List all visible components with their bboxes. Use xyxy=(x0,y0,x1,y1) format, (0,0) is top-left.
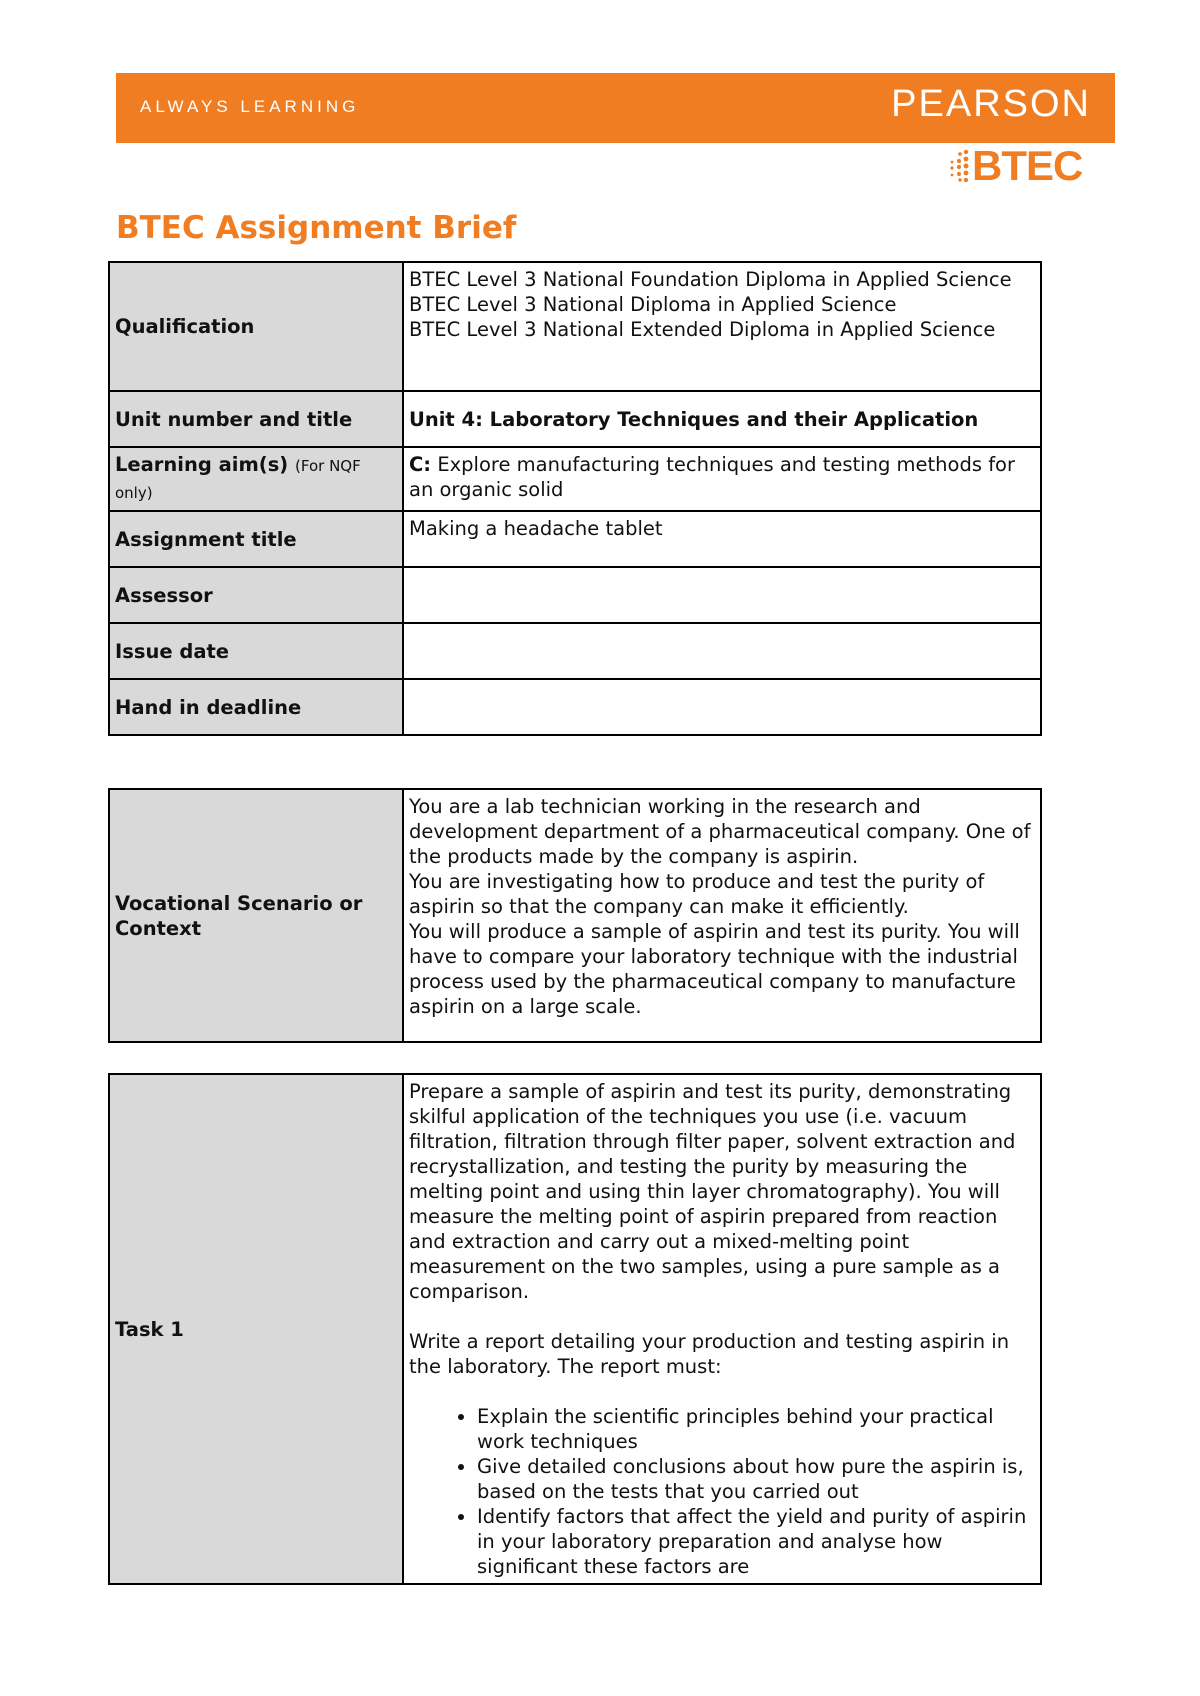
scenario-paragraph: You will produce a sample of aspirin and test its purity. You will have to compare your laboratory technique with the industrial process used by the pharmaceutical company to manufacture aspirin on a large scale. xyxy=(409,920,1020,1018)
page-title: BTEC Assignment Brief xyxy=(116,210,517,246)
aim-letter: C: xyxy=(409,453,432,476)
issue-date-value xyxy=(403,623,1041,679)
unit-label: Unit number and title xyxy=(109,391,403,447)
scenario-text xyxy=(403,789,1041,1042)
aim-label: Learning aim(s) xyxy=(115,453,289,476)
assessor-label: Assessor xyxy=(109,567,403,623)
aim-label-cell xyxy=(109,447,403,511)
scenario-label: Vocational Scenario or Context xyxy=(109,789,403,1042)
list-item: • Identify factors that affect the yield and purity of aspirin in your laboratory preparation and analyse how significant these factors are xyxy=(477,1504,1035,1579)
task1-report: Write a report detailing your production and testing aspirin in the laboratory. The report must: xyxy=(409,1330,1010,1378)
assessor-value xyxy=(403,567,1041,623)
deadline-value xyxy=(403,679,1041,735)
header-banner xyxy=(116,73,1115,143)
list-item: • Explain the scientific principles behind your practical work techniques xyxy=(477,1404,1035,1454)
qualification-value xyxy=(403,262,1041,391)
qualification-label: Qualification xyxy=(109,262,403,391)
qualification-line: BTEC Level 3 National Diploma in Applied Science xyxy=(409,293,897,316)
brand-logo: PEARSON xyxy=(891,83,1091,125)
scenario-paragraph: You are a lab technician working in the research and development department of a pharmaceutical company. One of the products made by the company is aspirin. xyxy=(409,795,1031,868)
assignment-label: Assignment title xyxy=(109,511,403,567)
aim-text: Explore manufacturing techniques and testing methods for an organic solid xyxy=(409,453,1016,501)
deadline-label: Hand in deadline xyxy=(109,679,403,735)
task1-table xyxy=(108,1073,1042,1585)
qualification-line: BTEC Level 3 National Foundation Diploma in Applied Science xyxy=(409,268,1012,291)
info-table xyxy=(108,261,1042,736)
tagline: ALWAYS LEARNING xyxy=(140,97,360,116)
task1-text xyxy=(403,1074,1041,1584)
task1-label: Task 1 xyxy=(109,1074,403,1584)
task1-bullets xyxy=(409,1404,1035,1579)
assignment-value: Making a headache tablet xyxy=(403,511,1041,567)
scenario-paragraph: You are investigating how to produce and test the purity of aspirin so that the company can make it efficiently. xyxy=(409,870,985,918)
btec-wordmark: BTEC xyxy=(972,142,1083,189)
scenario-table xyxy=(108,788,1042,1043)
task1-intro: Prepare a sample of aspirin and test its purity, demonstrating skilful application of the techniques you use (i.e. vacuum filtration, filtration through filter paper, solvent extraction and recrystallization, and testing the purity by measuring the melting point and using thin layer chromatography). You will measure the melting point of aspirin prepared from reaction and extraction and carry out a mixed-melting point measurement on the two samples, using a pure sample as a comparison. xyxy=(409,1080,1016,1303)
issue-date-label: Issue date xyxy=(109,623,403,679)
list-item: • Give detailed conclusions about how pure the aspirin is, based on the tests that you carried out xyxy=(477,1454,1035,1504)
qualification-line: BTEC Level 3 National Extended Diploma in Applied Science xyxy=(409,318,996,341)
dots-icon xyxy=(948,148,970,184)
btec-logo xyxy=(948,142,1098,190)
aim-note: (For NQF only) xyxy=(115,457,361,502)
unit-value: Unit 4: Laboratory Techniques and their Application xyxy=(403,391,1041,447)
aim-value xyxy=(403,447,1041,511)
